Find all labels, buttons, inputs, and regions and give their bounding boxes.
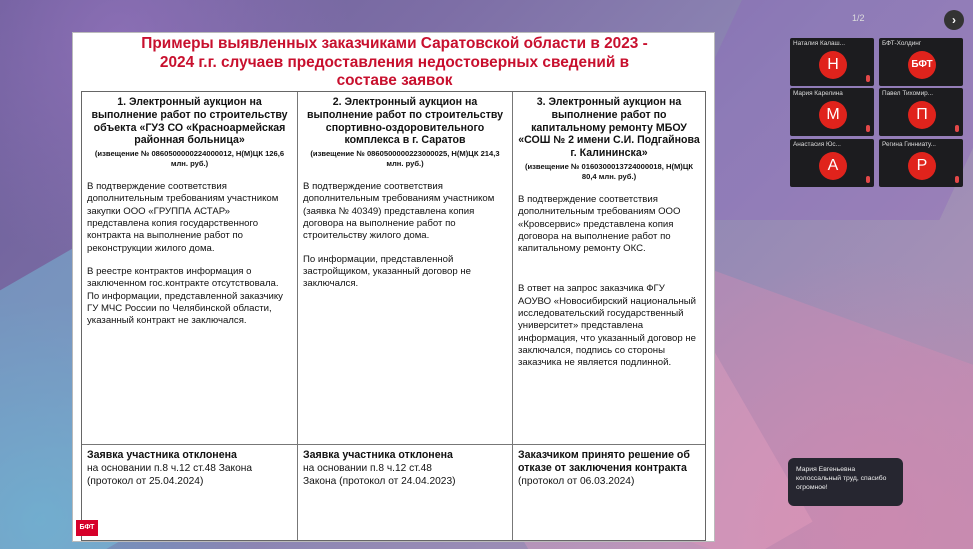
avatar: БФТ [908, 51, 936, 79]
result-verdict: Заявка участника отклонена [303, 449, 453, 461]
case-header: 3. Электронный аукцион на выполнение работ по капитальному ремонту МБОУ «СОШ № 2 имени С.И. Подгайнова г. Калининска» [518, 96, 700, 160]
participant-tile[interactable] [879, 88, 963, 136]
avatar: Н [819, 51, 847, 79]
case-result-2 [298, 445, 513, 540]
participant-name: Анастасия Юс... [793, 141, 841, 148]
cases-table [81, 91, 706, 541]
case-notice: (извещение № 0860500000223000025, Н(М)ЦК 214,3 млн. руб.) [310, 149, 500, 169]
case-result-3 [513, 445, 705, 540]
participant-tile[interactable] [790, 139, 874, 187]
case-header: 1. Электронный аукцион на выполнение работ по строительству объекта «ГУЗ СО «Красноармейская районная больница» [91, 96, 288, 147]
participant-tile[interactable] [790, 88, 874, 136]
case-paragraph: В реестре контрактов информация о заключенном гос.контракте отсутствовала. По информации, представленной заказчику ГУ МЧС России по Челябинской области, указанный контракт не заключался. [87, 265, 283, 327]
result-basis: (протокол от 06.03.2024) [518, 476, 635, 487]
participant-name: Регина Гинниату... [882, 141, 936, 148]
chat-message-text: Мария Евгеньевна колоссальный труд, спасибо огромное! [796, 466, 887, 491]
result-verdict: Заказчиком принято решение об отказе от заключения контракта [518, 449, 690, 474]
case-result-1 [82, 445, 298, 540]
case-paragraph: В подтверждение соответствия дополнительным требованиям ООО «Кровсервис» представлена копия договора на выполнение работ по капитальному ремонту ОКС. [518, 193, 681, 255]
case-cell-1 [82, 92, 298, 445]
case-paragraph: По информации, представленной застройщиком, указанный договор не заключался. [303, 253, 471, 290]
bft-logo: БФТ [76, 520, 98, 536]
page-indicator: 1/2 [852, 13, 865, 23]
mic-muted-icon [866, 125, 870, 132]
case-cell-2 [298, 92, 513, 445]
participant-name: Мария Карелина [793, 90, 843, 97]
result-basis: на основании п.8 ч.12 ст.48 Закона (протокол от 24.04.2023) [303, 463, 456, 487]
chat-message-bubble [788, 458, 903, 506]
case-header: 2. Электронный аукцион на выполнение работ по строительству спортивно-оздоровительного комплекса в г. Саратов [306, 96, 504, 147]
participant-name: Павел Тихомир... [882, 90, 934, 97]
mic-muted-icon [866, 176, 870, 183]
case-paragraph: В подтверждение соответствия дополнительным требованиям участником (заявка № 40349) представлена копия договора на выполнение работ по строительству жилого дома. [303, 181, 495, 242]
avatar: П [908, 101, 936, 129]
next-page-button[interactable]: › [944, 10, 964, 30]
mic-muted-icon [955, 176, 959, 183]
slide-title: Примеры выявленных заказчиками Саратовской области в 2023 - 2024 г.г. случаев предоставления недостоверных сведений в составе заявок [141, 35, 648, 89]
participant-name: Наталия Калаш... [793, 40, 845, 47]
avatar: М [819, 101, 847, 129]
case-notice: (извещение № 0160300013724000018, Н(М)ЦК 80,4 млн. руб.) [524, 161, 694, 181]
result-basis: на основании п.8 ч.12 ст.48 Закона (протокол от 25.04.2024) [87, 463, 253, 487]
avatar: А [819, 152, 847, 180]
case-paragraph: В подтверждение соответствия дополнительным требованиям участником закупки ООО «ГРУППА АСТАР» представлена копия государственного контракта на выполнение работ по реконструкции жилого дома. [87, 181, 279, 254]
participant-name: БФТ-Холдинг [882, 40, 922, 47]
participant-tile[interactable] [879, 139, 963, 187]
participant-tile[interactable] [879, 38, 963, 86]
mic-muted-icon [955, 125, 959, 132]
result-verdict: Заявка участника отклонена [87, 449, 237, 461]
case-paragraph: В ответ на запрос заказчика ФГУ АОУВО «Новосибирский национальный исследовательский государственный университет» представлена информация, что указанный договор не заключался, подпись со стороны заказчика не является подлинной. [518, 283, 697, 369]
shared-slide [72, 32, 715, 542]
case-cell-3 [513, 92, 705, 445]
participant-tile[interactable] [790, 38, 874, 86]
avatar: Р [908, 152, 936, 180]
mic-muted-icon [866, 75, 870, 82]
case-notice: (извещение № 0860500000224000012, Н(М)ЦК 126,6 млн. руб.) [94, 149, 285, 169]
